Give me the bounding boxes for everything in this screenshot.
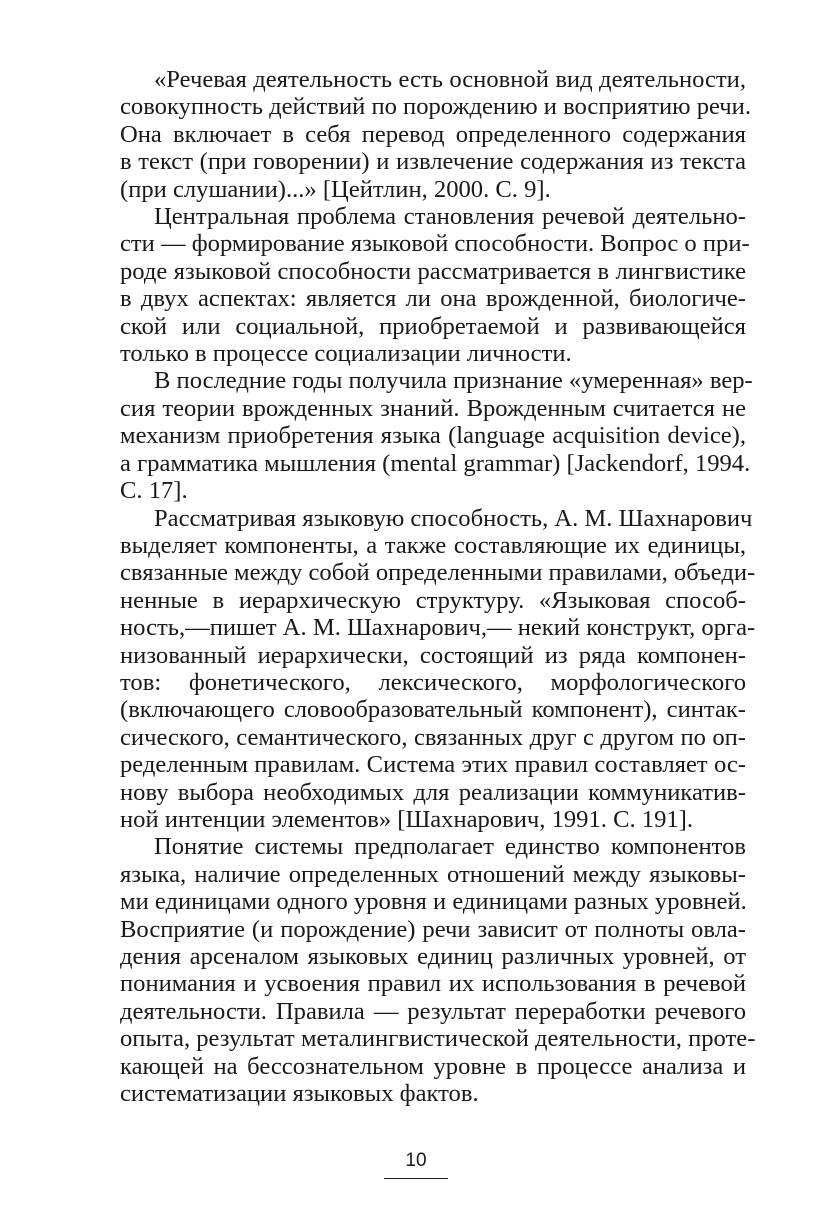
text-line: выделяет компоненты, а также составляющие их единицы, [120, 531, 746, 559]
paragraph-4 [86, 504, 756, 834]
text-line: деятельности. Правила — результат переработки речевого [120, 997, 746, 1025]
text-line: нову выбора необходимых для реализации коммуникатив- [120, 778, 746, 806]
text-line: Она включает в себя перевод определенного содержания [120, 120, 746, 148]
page-number: 10 [384, 1150, 448, 1179]
text-line: Центральная проблема становления речевой деятельно- [154, 203, 746, 231]
text-line: а грамматика мышления (mental grammar) [Jackendorf, 1994. [120, 449, 751, 477]
text-line: сти — формирование языковой способности. Вопрос о при- [120, 230, 750, 258]
text-line: Понятие системы предполагает единство компонентов [154, 833, 746, 861]
text-line: ненные в иерархическую структуру. «Языковая способ- [120, 586, 746, 614]
text-line: С. 17]. [120, 477, 188, 505]
text-line: тов: фонетического, лексического, морфологического [120, 668, 746, 696]
text-line: систематизации языковых фактов. [120, 1080, 479, 1108]
text-line: Рассматривая языковую способность, А. М. Шахнарович [154, 504, 753, 532]
text-line: ской или социальной, приобретаемой и развивающейся [120, 312, 746, 340]
text-line: В последние годы получила признание «умеренная» вер- [154, 367, 753, 395]
text-line: (включающего словообразовательный компонент), синтак- [120, 696, 746, 724]
text-line: ми единицами одного уровня и единицами разных уровней. [120, 888, 747, 916]
text-line: только в процессе социализации личности. [120, 340, 572, 368]
text-line: языка, наличие определенных отношений между языковы- [120, 860, 746, 888]
text-line: совокупность действий по порождению и восприятию речи. [120, 93, 751, 121]
text-line: опыта, результат металингвистической деятельности, проте- [120, 1025, 756, 1053]
text-line: (при слушании)...» [Цейтлин, 2000. С. 9]. [120, 175, 551, 203]
text-line: «Речевая деятельность есть основной вид деятельности, [154, 66, 746, 93]
text-line: в двух аспектах: является ли она врожденной, биологиче- [120, 285, 746, 313]
text-line: низованный иерархически, состоящий из ряда компонен- [120, 641, 746, 669]
text-line: сического, семантического, связанных друг с другом по оп- [120, 723, 746, 751]
text-line: ной интенции элементов» [Шахнарович, 1991. С. 191]. [120, 805, 694, 833]
text-line: понимания и усвоения правил их использования в речевой [120, 970, 746, 998]
paragraph-3 [86, 367, 753, 505]
text-line: кающей на бессознательном уровне в процессе анализа и [120, 1052, 746, 1080]
paragraph-2 [86, 203, 750, 368]
paragraph-5 [86, 833, 756, 1108]
text-line: в текст (при говорении) и извлечение содержания из текста [120, 148, 746, 176]
text-line: сия теории врожденных знаний. Врожденным считается не [120, 394, 746, 422]
text-line: ределенным правилам. Система этих правил составляет ос- [120, 751, 746, 779]
text-line: роде языковой способности рассматривается в лингвистике [120, 257, 746, 285]
text-line: связанные между собой определенными правилами, объеди- [120, 559, 756, 587]
text-line: механизм приобретения языка (language acquisition device), [120, 422, 746, 450]
paragraph-1 [86, 66, 751, 203]
page-body [86, 66, 756, 1108]
text-line: дения арсеналом языковых единиц различных уровней, от [120, 943, 746, 970]
text-line: Восприятие (и порождение) речи зависит от полноты овла- [120, 915, 746, 943]
text-line: ность,—пишет А. М. Шахнарович,— некий конструкт, орга- [120, 614, 756, 642]
